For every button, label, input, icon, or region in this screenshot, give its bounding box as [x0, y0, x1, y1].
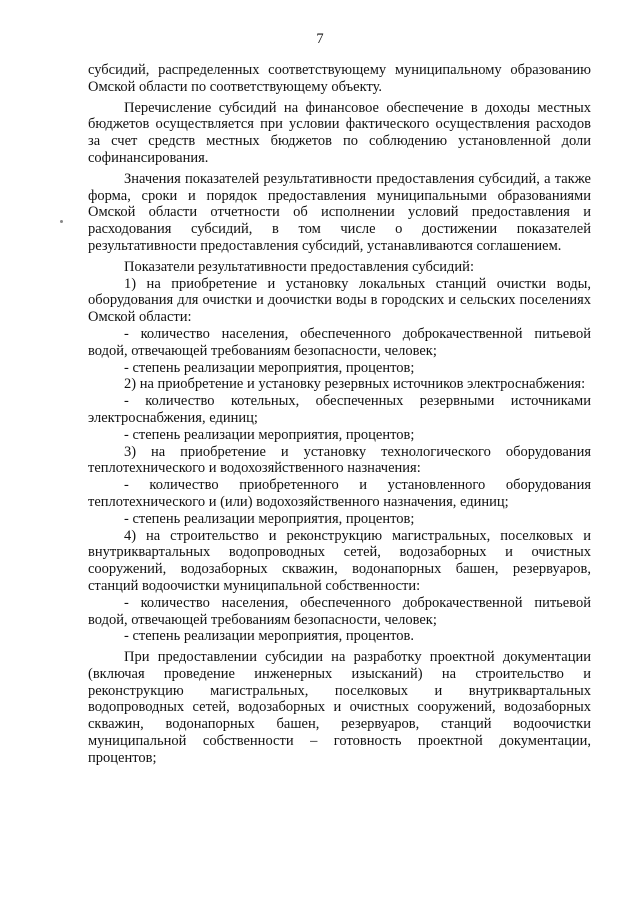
list-item-3-degree: - степень реализации мероприятия, процентов; [124, 510, 415, 527]
list-item-1: 1) на приобретение и установку локальных станций очистки воды, оборудования для очистки и доочистки воды в городских и сельских поселениях Омской области: [88, 275, 591, 326]
list-item-3-equipment: - количество приобретенного и установленного оборудования теплотехнического и (или) водохозяйственного назначения, единиц; [88, 477, 591, 510]
document-body [88, 62, 591, 767]
list-item-4-degree: - степень реализации мероприятия, процентов. [124, 628, 414, 645]
list-item-4: 4) на строительство и реконструкцию магистральных, поселковых и внутриквартальных водопроводных сетей, водозаборных и очистных сооружений, водозаборных скважин, водонапорных башен, резервуаров, станций водоочистки муниципальной собственности: [88, 527, 591, 594]
list-item-2-boilers: - количество котельных, обеспеченных резервными источниками электроснабжения, единиц; [88, 393, 591, 426]
paragraph-design-documentation: При предоставлении субсидии на разработку проектной документации (включая проведение инженерных изысканий) на строительство и реконструкцию магистральных, поселковых и внутриквартальных водопроводных сетей, водозаборных и очистных сооружений, водозаборных скважин, водонапорных башен, резервуаров, станций водоочистки муниципальной собственности – готовность проектной документации, процентов; [88, 649, 591, 766]
list-item-1-degree: - степень реализации мероприятия, процентов; [124, 359, 415, 376]
list-item-1-population: - количество населения, обеспеченного доброкачественной питьевой водой, отвечающей требованиям безопасности, человек; [88, 325, 591, 359]
page-number: 7 [316, 31, 324, 47]
list-item-2: 2) на приобретение и установку резервных источников электроснабжения: [124, 376, 586, 393]
paragraph-continuation: субсидий, распределенных соответствующему муниципальному образованию Омской области по соответствующему объекту. [88, 62, 591, 95]
paragraph-indicator-values: Значения показателей результативности предоставления субсидий, а также форма, сроки и порядок предоставления муниципальными образованиями Омской области отчетности об исполнении условий предоставления и расходования субсидий, в том числе о достижении показателей результативности предоставления субсидий, устанавливаются соглашением. [88, 170, 591, 254]
paragraph-transfer-conditions: Перечисление субсидий на финансовое обеспечение в доходы местных бюджетов осуществляется при условии фактического осуществления расходов за счет средств местных бюджетов по соблюдению установленной доли софинансирования. [88, 99, 591, 166]
list-item-3: 3) на приобретение и установку технологического оборудования теплотехнического и водохозяйственного назначения: [88, 443, 591, 477]
list-item-2-degree: - степень реализации мероприятия, процентов; [124, 426, 415, 443]
scan-speck [60, 220, 63, 223]
list-item-4-population: - количество населения, обеспеченного доброкачественной питьевой водой, отвечающей требованиям безопасности, человек; [88, 594, 591, 628]
paragraph-indicators-heading: Показатели результативности предоставления субсидий: [124, 258, 474, 275]
